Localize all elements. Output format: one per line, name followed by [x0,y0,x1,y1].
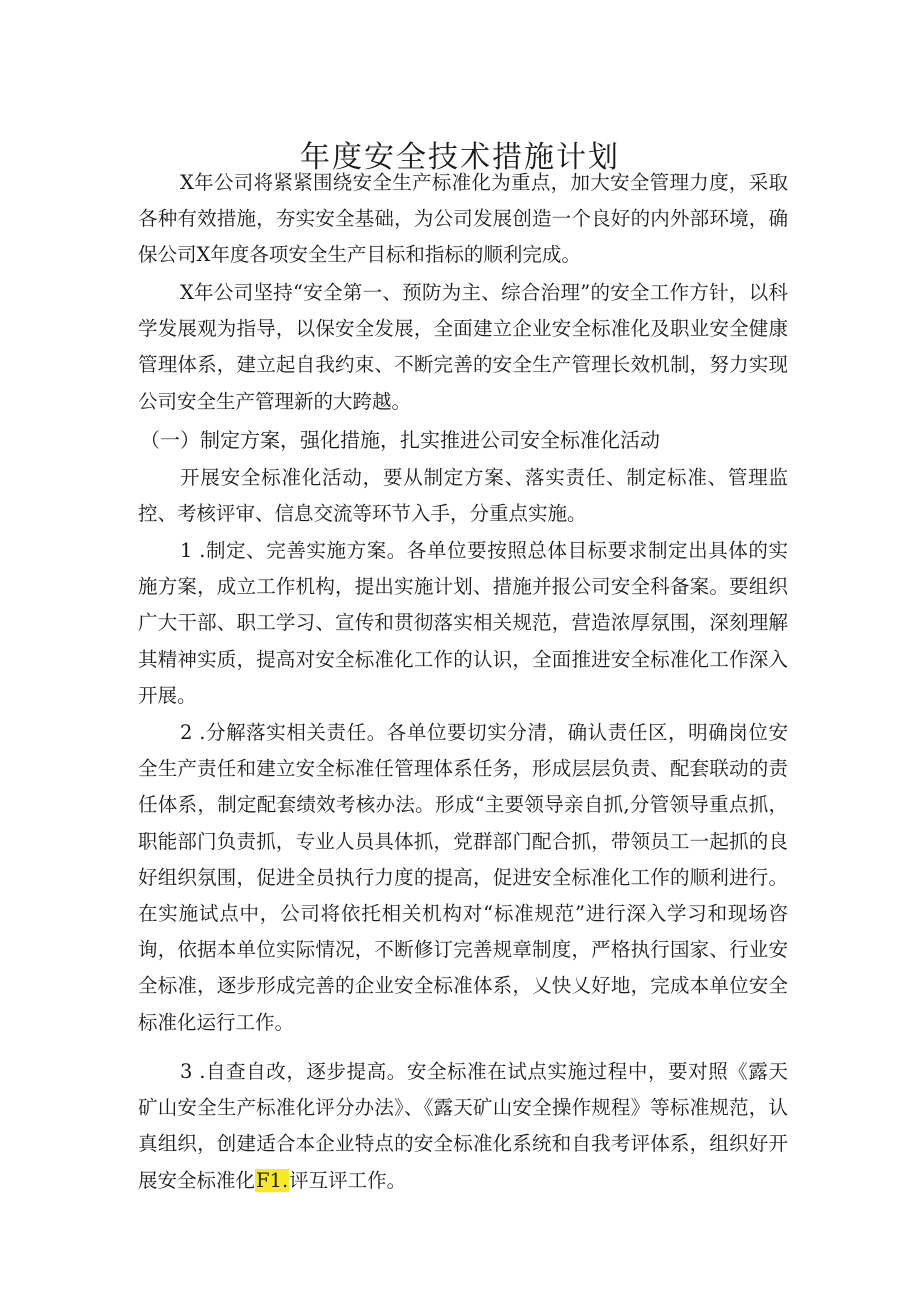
section-heading-1: （一）制定方案，强化措施，扎实推进公司安全标准化活动 [140,428,660,452]
paragraph-overview: 开展安全标准化活动，要从制定方案、落实责任、制定标准、管理监控、考核评审、信息交流等环节入手，分重点实施。 [138,466,788,526]
paragraph-item-1: 1 .制定、完善实施方案。各单位要按照总体目标要求制定出具体的实施方案，成立工作机构，提出实施计划、措施并报公司安全科备案。要组织广大干部、职工学习、宣传和贯彻落实相关规范，营造浓厚氛围，深刻理解其精神实质，提高对安全标准化工作的认识，全面推进安全标准化工作深入开展。 [138,539,788,707]
document-title: 年度安全技术措施计划 [300,140,620,176]
highlighted-text: F1. [256,1168,289,1192]
paragraph-policy: X年公司坚持“安全第一、预防为主、综合治理”的安全工作方针，以科学发展观为指导，以保安全发展，全面建立企业安全标准化及职业安全健康管理体系，建立起自我约束、不断完善的安全生产管理长效机制，努力实现公司安全生产管理新的大跨越。 [138,281,788,413]
paragraph-intro: X年公司将紧紧围绕安全生产标准化为重点，加大安全管理力度，采取各种有效措施，夯实安全基础，为公司发展创造一个良好的内外部环境，确保公司X年度各项安全生产目标和指标的顺利完成。 [138,171,788,267]
paragraph-item-3-text: 3 .自查自改，逐步提高。安全标准在试点实施过程中，要对照《露天矿山安全生产标准化评分办法》、《露天矿山安全操作规程》等标准规范，认真组织，创建适合本企业特点的安全标准化系统和自我考评体系，组织好开展安全标准化 [138,1060,788,1192]
paragraph-item-3-tail: 评互评工作。 [289,1168,407,1192]
paragraph-item-2: 2 .分解落实相关责任。各单位要切实分清，确认责任区，明确岗位安全生产责任和建立安全标准任管理体系任务，形成层层负责、配套联动的责任体系，制定配套绩效考核办法。形成“主要领导亲自抓,分管领导重点抓，职能部门负责抓，专业人员具体抓，党群部门配合抓，带领员工一起抓的良好组织氛围，促进全员执行力度的提高，促进安全标准化工作的顺利进行。在实施试点中，公司将依托相关机构对“标准规范”进行深入学习和现场咨询，依据本单位实际情况，不断修订完善规章制度，严格执行国家、行业安全标准，逐步形成完善的企业安全标准体系，乂快乂好地，完成本单位安全标准化运行工作。 [138,721,788,1034]
paragraph-item-3 [138,1054,788,1199]
